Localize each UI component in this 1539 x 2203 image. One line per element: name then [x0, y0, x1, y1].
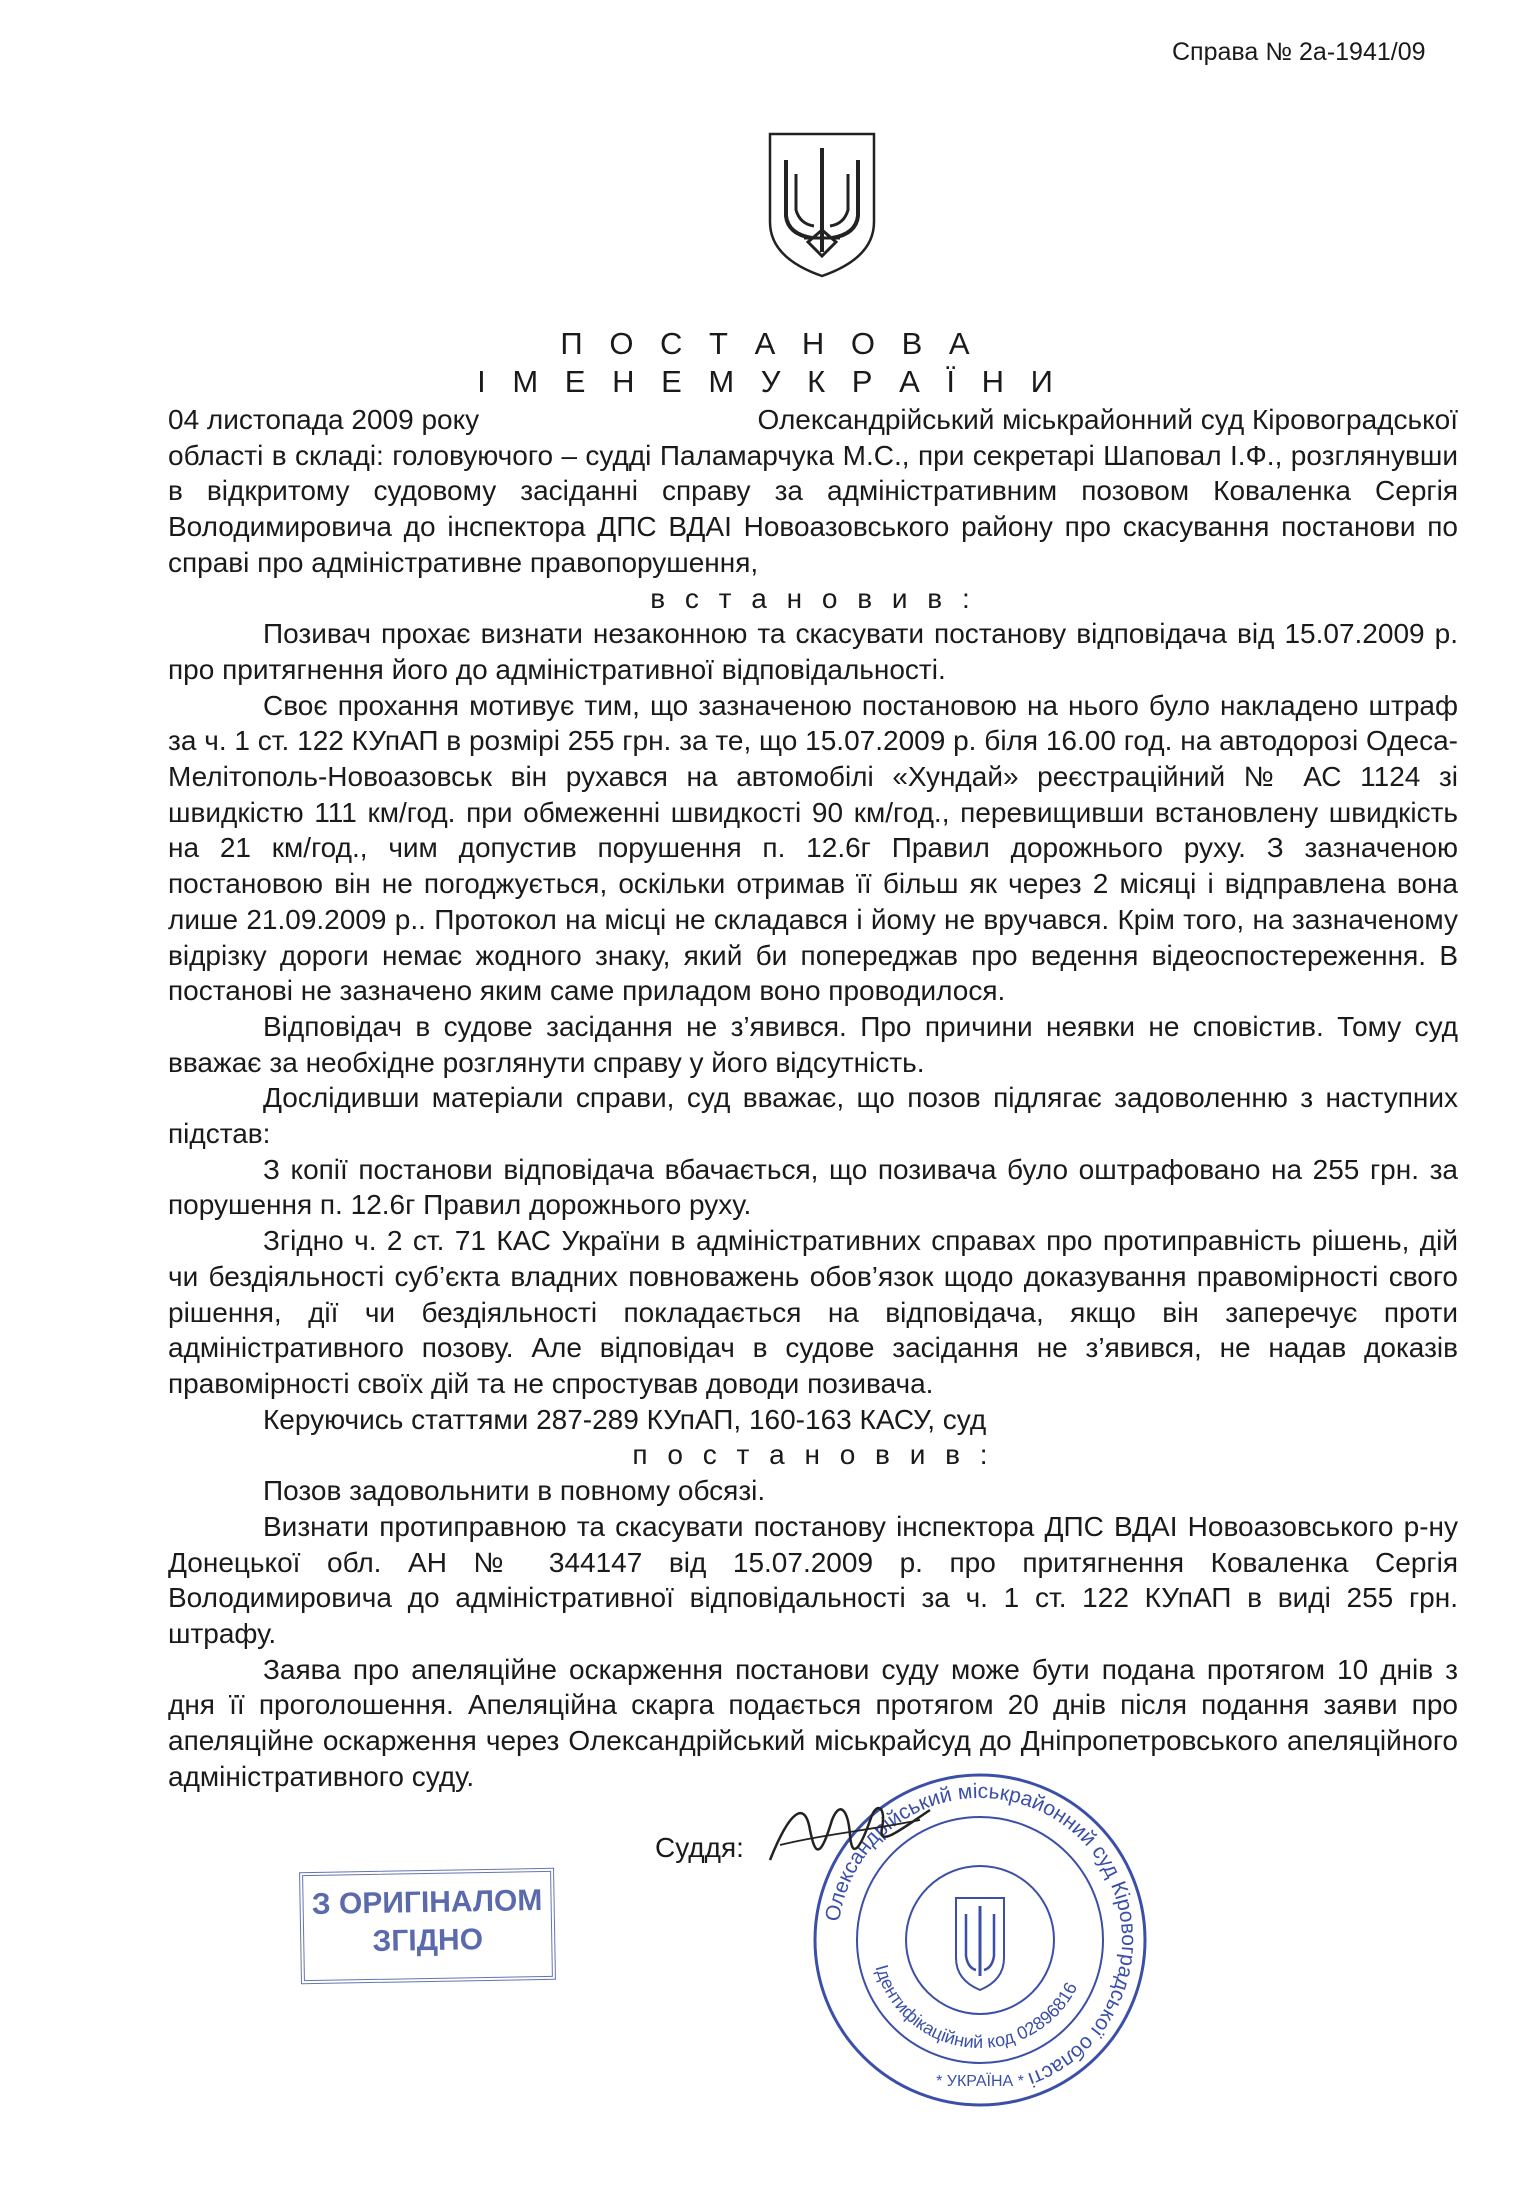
seal-inner-textpath: Ідентифікаційний код 02896816 [871, 1962, 1082, 2053]
case-number: Справа № 2а-1941/09 [1172, 38, 1426, 66]
established-keyword: в с т а н о в и в : [650, 582, 976, 614]
coat-of-arms-icon [764, 130, 880, 280]
document-subtitle: І М Е Н Е М У К Р А Ї Н И [477, 364, 1062, 399]
intro-first-line [168, 402, 1458, 438]
stamp-line-2: ЗГІДНО [372, 1923, 484, 1958]
paragraph-4: Дослідивши матеріали справи, суд вважає, що позов підлягає задоволенню з наступних підстав: [168, 1082, 1458, 1150]
paragraph-3: Відповідач в судове засідання не з’явився. Про причини неявки не сповістив. Тому суд вважає за необхідне розглянути справу у його відсутність. [168, 1010, 1458, 1078]
seal-inner-text [872, 1963, 1082, 2053]
court-name: Олександрійський міськрайонний суд Кіровоградської [757, 404, 1458, 435]
paragraph-9: Визнати протиправною та скасувати постанову інспектора ДПС ВДАІ Новоазовського р-ну Донецької обл. АН № 344147 від 15.07.2009 р. про притягнення Коваленка Сергія Володимировича до адміністративної відповідальності за ч. 1 ст. 122 КУпАП в виді 255 грн. штрафу. [168, 1510, 1458, 1649]
seal-bottom-text: * УКРАЇНА * [936, 2073, 1024, 2090]
intro-paragraph: області в складі: головуючого – судді Паламарчука М.С., при секретарі Шаповал І.Ф., розглянувши в відкритому судовому засіданні справу за адміністративним позовом Коваленка Сергія Володимировича до інспектора ДПС ВДАІ Новоазовського району про скасування постанови по справі про адміністративне правопорушення, [168, 439, 1458, 578]
seal-outer-textpath: Олександрійський міськрайонний суд Кіровоградської області [821, 1779, 1141, 2091]
judge-signature [760, 1790, 940, 1880]
paragraph-7: Керуючись статтями 287-289 КУпАП, 160-163 КАСУ, суд [263, 1403, 987, 1435]
judge-label: Суддя: [655, 1832, 744, 1863]
stamp-line-1: З ОРИГІНАЛОМ [311, 1883, 543, 1922]
certified-copy-stamp [299, 1868, 556, 1984]
paragraph-10: Заява про апеляційне оскарження постанови суду може бути подана протягом 10 днів з дня її проголошення. Апеляційна скарга подається протягом 20 днів після подання заяви про апеляційне оскарження через Олександрійський міськрайсуд до Дніпропетровського апеляційного адміністративного суду. [168, 1653, 1458, 1792]
paragraph-6: Згідно ч. 2 ст. 71 КАС України в адміністративних справах про протиправність рішень, дій чи бездіяльності суб’єкта владних повноважень обов’язок щодо доказування правомірності свого рішення, дії чи бездіяльності покладається на відповідача, якщо він заперечує проти адміністративного позову. Але відповідач в судове засідання не з’явився, не надав доказів правомірності своїх дій та не спростував доводи позивача. [168, 1225, 1458, 1399]
document-body [168, 402, 1458, 1794]
document-title: П О С Т А Н О В А [560, 326, 979, 361]
seal-trident-icon [956, 1898, 1004, 1990]
document-date: 04 листопада 2009 року [168, 404, 480, 435]
decided-keyword: п о с т а н о в и в : [632, 1439, 994, 1471]
paragraph-2: Своє прохання мотивує тим, що зазначеною постановою на нього було накладено штраф за ч. 1 ст. 122 КУпАП в розмірі 255 грн. за те, що 15.07.2009 р. біля 16.00 год. на автодорозі Одеса-Мелітополь-Новоазовськ він рухався на автомобілі «Хундай» реєстраційний № АС 1124 зі швидкістю 111 км/год. при обмеженні швидкості 90 км/год., перевищивши встановлену швидкість на 21 км/год., чим допустив порушення п. 12.6г Правил дорожнього руху. З зазначеною постановою він не погоджується, оскільки отримав її більш як через 2 місяці і відправлена вона лише 21.09.2009 р.. Протокол на місці не складався і йому не вручався. Крім того, на зазначеному відрізку дороги немає жодного знаку, який би попереджав про ведення відеоспостереження. В постанові не зазначено яким саме приладом воно проводилося. [168, 689, 1458, 1007]
paragraph-5: З копії постанови відповідача вбачається, що позивача було оштрафовано на 255 грн. за порушення п. 12.6г Правил дорожнього руху. [168, 1153, 1458, 1221]
paragraph-1: Позивач прохає визнати незаконною та скасувати постанову відповідача від 15.07.2009 р. про притягнення його до адміністративної відповідальності. [168, 618, 1458, 685]
paragraph-8: Позов задовольнити в повному обсязі. [263, 1475, 766, 1507]
